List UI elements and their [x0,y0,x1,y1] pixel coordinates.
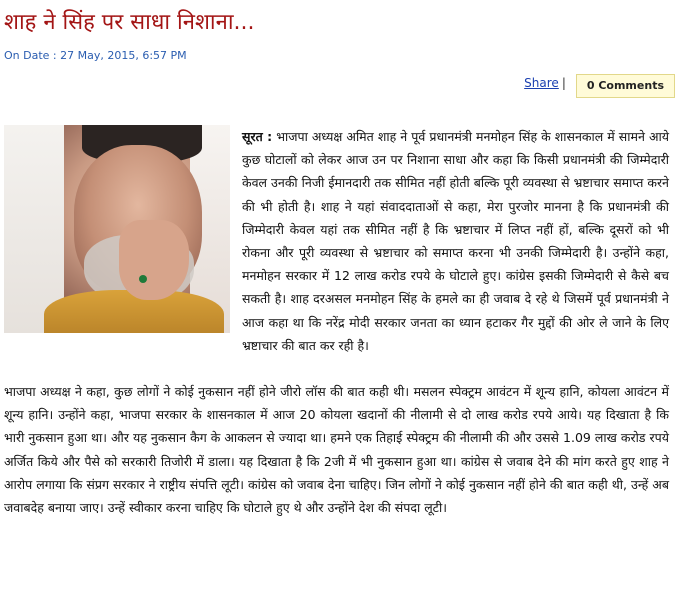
article-date: On Date : 27 May, 2015, 6:57 PM [4,49,187,62]
article-headline: शाह ने सिंह पर साधा निशाना... [4,10,255,35]
article-dateline: सूरत : [242,129,273,144]
article-body [4,125,669,519]
article-paragraph-1-text: भाजपा अध्यक्ष अमित शाह ने पूर्व प्रधानमंत्री मनमोहन सिंह के शासनकाल में सामने आये कुछ घोटालों को लेकर आज उन पर निशाना साधा और कहा कि किसी प्रधानमंत्री की जिम्मेदारी केवल उनकी निजी ईमानदारी तक सीमित नहीं होती बल्कि पूरी व्यवस्था से भ्रष्टाचार समाप्त करने की भी होती है। शाह ने यहां संवाददाताओं से कहा, मेरा पुरजोर मानना है कि प्रधानमंत्री की जिम्मेदारी केवल यहां तक सीमित नहीं है कि भ्रष्टाचार में लिप्त नहीं हों, बल्कि दूसरों को भी रोकना और पूरी व्यवस्था से भ्रष्टाचार को समाप्त करना भी उनकी जिम्मेदारी है। उन्होंने कहा, मनमोहन सरकार में 12 लाख करोड रपये के घोटाले हुए। कांग्रेस इसकी जिम्मेदारी से कैसे बच सकती है। शाह दरअसल मनमोहन सिंह के हमले का ही जवाब दे रहे थे जिसमें पूर्व प्रधानमंत्री ने आज कहा था कि नरेंद्र मोदी सरकार जनता का ध्यान हटाकर गैर मुद्दों की ओर ले जाने के लिए भ्रष्टाचार की बात कर रही है। [242,129,669,353]
comments-button[interactable]: 0 Comments [576,74,675,98]
share-bar [524,74,675,98]
amit-shah-photo-icon [4,125,230,333]
share-link[interactable]: Share [524,76,559,90]
share-separator: | [561,76,566,90]
article-paragraph-2: भाजपा अध्यक्ष ने कहा, कुछ लोगों ने कोई नुकसान नहीं होने जीरो लॉस की बात कही थी। मसलन स्पेक्ट्रम आवंटन में शून्य हानि, कोयला आवंटन में शून्य हानि। उन्होंने कहा, भाजपा सरकार के शासनकाल में आज 20 कोयला खदानों की नीलामी से दो लाख करोड रपये आये। यह दिखाता है कि भारी नुकसान हुआ था। और यह नुकसान कैग के आकलन से ज्यादा था। हमने एक तिहाई स्पेक्ट्रम की नीलामी की और उससे 1.09 लाख करोड रपये अर्जित किये और पैसे को सरकारी तिजोरी में डाला। यह दिखाता है कि 2जी में भी नुकसान हुआ था। कांग्रेस से जवाब देने की मांग करते हुए शाह ने आरोप लगाया कि संप्रग सरकार ने राष्ट्रीय संपत्ति लूटी। कांग्रेस को जवाब देना चाहिए। जिन लोगों ने कोई नुकसान नहीं होने की बात कही थी, उन्हें अब जवाबदेह बनाया जाए। उन्हें स्वीकार करना चाहिए कि घोटाले हुए थे और उन्होंने देश की संपदा लूटी। [4,384,669,516]
